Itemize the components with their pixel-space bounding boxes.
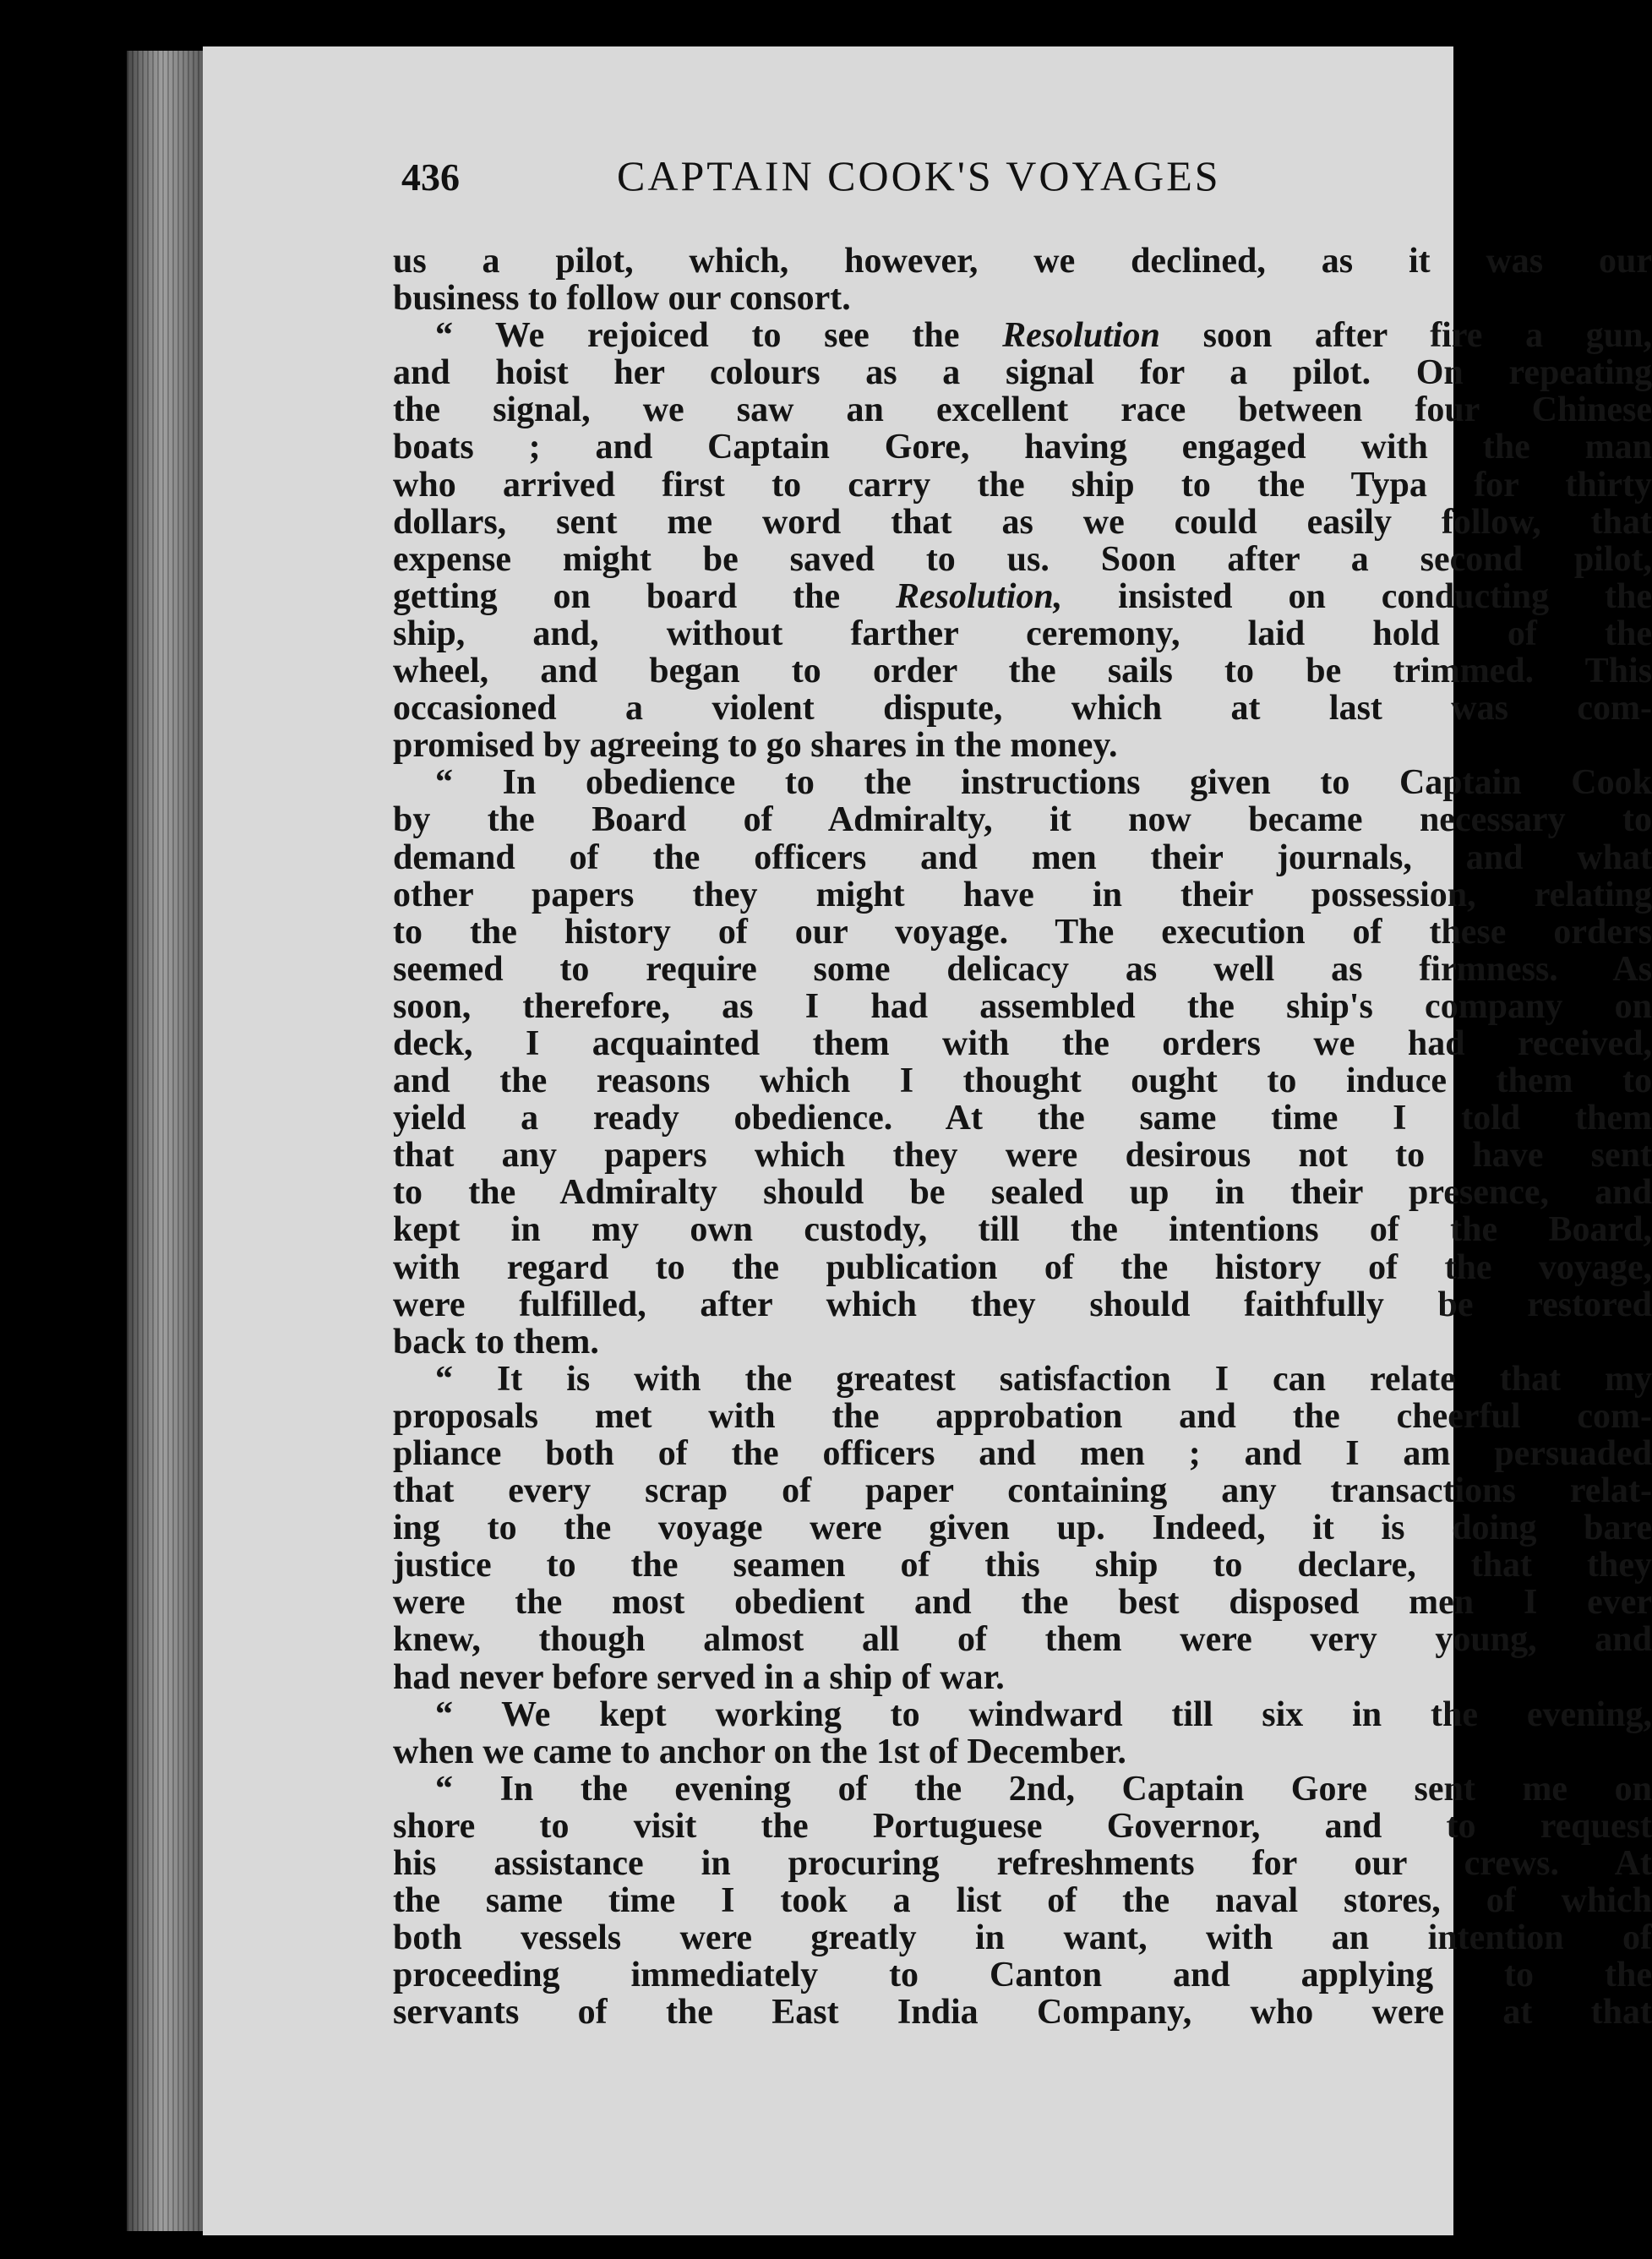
text-segment: that every scrap of paper containing any transactions relat-	[393, 1471, 1652, 1511]
italic-ship-name: Resolution	[1002, 316, 1160, 356]
text-line	[393, 354, 1652, 391]
italic-ship-name: Resolution,	[896, 576, 1063, 616]
text-line	[393, 467, 1652, 504]
text-segment: expense might be saved to us. Soon after a second pilot,	[393, 539, 1652, 579]
text-segment: were the most obedient and the best disposed men I ever	[393, 1583, 1652, 1623]
text-line	[393, 1323, 1652, 1361]
text-segment: shore to visit the Portuguese Governor, and to request	[393, 1806, 1652, 1846]
text-line	[393, 243, 1652, 280]
text-segment: “ We kept working to windward till six in the evening,	[435, 1694, 1652, 1734]
text-segment: occasioned a violent dispute, which at last was com-	[393, 689, 1652, 728]
text-line	[393, 1956, 1652, 1994]
text-segment: justice to the seamen of this ship to declare, that they	[393, 1546, 1652, 1585]
text-segment: knew, though almost all of them were very young, and	[393, 1620, 1652, 1660]
text-segment: insisted on conducting the	[1062, 576, 1652, 616]
text-line	[393, 764, 1652, 801]
text-line	[393, 1547, 1652, 1584]
page-header	[203, 131, 1453, 207]
text-line	[393, 914, 1652, 951]
text-line	[393, 1994, 1652, 2031]
text-segment: were fulfilled, after which they should faithfully be restored	[393, 1285, 1652, 1324]
text-line	[393, 1659, 1652, 1696]
text-segment: proposals met with the approbation and the cheerful com-	[393, 1396, 1652, 1436]
text-line	[393, 615, 1652, 652]
page-number: 436	[401, 156, 460, 199]
text-line	[393, 317, 1652, 354]
text-line	[393, 690, 1652, 727]
text-segment: with regard to the publication of the history of the voyage,	[393, 1247, 1652, 1287]
text-segment: business to follow our consort.	[393, 279, 851, 319]
text-segment: to the history of our voyage. The execution of these orders	[393, 912, 1652, 952]
text-segment: soon, therefore, as I had assembled the ship's company on	[393, 986, 1652, 1026]
text-segment: servants of the East India Company, who were at that	[393, 1993, 1652, 2033]
text-line	[393, 391, 1652, 428]
text-line	[393, 578, 1652, 615]
text-line	[393, 1398, 1652, 1435]
text-line	[393, 652, 1652, 690]
text-line	[393, 428, 1652, 466]
text-line	[393, 1621, 1652, 1658]
text-line	[393, 541, 1652, 578]
text-line	[393, 1696, 1652, 1733]
text-line	[393, 1211, 1652, 1248]
text-line	[393, 1286, 1652, 1323]
text-line	[393, 951, 1652, 988]
text-segment: “ In the evening of the 2nd, Captain Gore sent me on	[435, 1769, 1652, 1809]
text-segment: us a pilot, which, however, we declined, as it was our	[393, 242, 1652, 281]
text-line	[393, 1174, 1652, 1211]
text-line	[393, 1025, 1652, 1062]
text-segment: “ It is with the greatest satisfaction I can relate that my	[435, 1359, 1652, 1399]
text-segment: the same time I took a list of the naval stores, of which	[393, 1881, 1652, 1921]
text-segment: other papers they might have in their possession, relating	[393, 875, 1652, 914]
text-line	[393, 1882, 1652, 1919]
text-segment: ship, and, without farther ceremony, laid hold of the	[393, 614, 1652, 653]
text-segment: dollars, sent me word that as we could easily follow, that	[393, 502, 1652, 542]
text-line	[393, 280, 1652, 317]
text-segment: demand of the officers and men their journals, and what	[393, 838, 1652, 877]
text-segment: both vessels were greatly in want, with an intention of	[393, 1918, 1652, 1958]
text-line	[393, 1062, 1652, 1099]
text-segment: “ We rejoiced to see the	[435, 316, 1003, 356]
text-segment: the signal, we saw an excellent race between four Chinese	[393, 390, 1652, 430]
text-line	[393, 1435, 1652, 1472]
text-segment: back to them.	[393, 1322, 599, 1361]
text-segment: and hoist her colours as a signal for a pilot. On repeating	[393, 353, 1652, 393]
text-segment: wheel, and began to order the sails to be trimmed. This	[393, 652, 1652, 691]
book-binding-edge	[127, 51, 207, 2231]
text-line	[393, 1771, 1652, 1808]
text-segment: “ In obedience to the instructions given to Captain Cook	[435, 763, 1652, 803]
text-line	[393, 1137, 1652, 1174]
text-line	[393, 839, 1652, 876]
text-line	[393, 1509, 1652, 1547]
text-segment: to the Admiralty should be sealed up in their presence, and	[393, 1173, 1652, 1213]
text-line	[393, 1249, 1652, 1286]
running-title: CAPTAIN COOK'S VOYAGES	[617, 152, 1221, 199]
text-segment: soon after fire a gun,	[1159, 316, 1652, 356]
text-line	[393, 1845, 1652, 1882]
text-segment: yield a ready obedience. At the same time I told them	[393, 1099, 1652, 1138]
text-segment: deck, I acquainted them with the orders we had received,	[393, 1023, 1652, 1063]
text-line	[393, 801, 1652, 838]
body-text	[393, 243, 1652, 2032]
text-segment: when we came to anchor on the 1st of December.	[393, 1732, 1126, 1771]
text-line	[393, 1733, 1652, 1771]
text-segment: boats ; and Captain Gore, having engaged with the man	[393, 428, 1652, 467]
text-segment: ing to the voyage were given up. Indeed, it is doing bare	[393, 1509, 1652, 1548]
text-segment: pliance both of the officers and men ; and I am persuaded	[393, 1434, 1652, 1473]
text-segment: proceeding immediately to Canton and applying to the	[393, 1956, 1652, 1995]
text-segment: and the reasons which I thought ought to induce them to	[393, 1061, 1652, 1101]
text-line	[393, 1099, 1652, 1137]
text-line	[393, 1584, 1652, 1621]
text-line	[393, 876, 1652, 914]
text-line	[393, 1472, 1652, 1509]
text-segment: who arrived first to carry the ship to the Typa for thirty	[393, 465, 1652, 505]
text-line	[393, 1808, 1652, 1845]
text-segment: by the Board of Admiralty, it now became necessary to	[393, 800, 1652, 840]
text-line	[393, 988, 1652, 1025]
text-segment: promised by agreeing to go shares in the money.	[393, 726, 1118, 766]
text-segment: seemed to require some delicacy as well as firmness. As	[393, 949, 1652, 989]
page-sheet	[203, 46, 1652, 2235]
text-segment: had never before served in a ship of war.	[393, 1657, 1005, 1697]
text-segment: his assistance in procuring refreshments for our crews. At	[393, 1844, 1652, 1884]
text-line	[393, 727, 1652, 764]
text-segment: kept in my own custody, till the intentions of the Board,	[393, 1210, 1652, 1250]
text-line	[393, 504, 1652, 541]
text-line	[393, 1361, 1652, 1398]
text-segment: that any papers which they were desirous not to have sent	[393, 1136, 1652, 1176]
text-segment: getting on board the	[393, 576, 897, 616]
text-line	[393, 1919, 1652, 1956]
